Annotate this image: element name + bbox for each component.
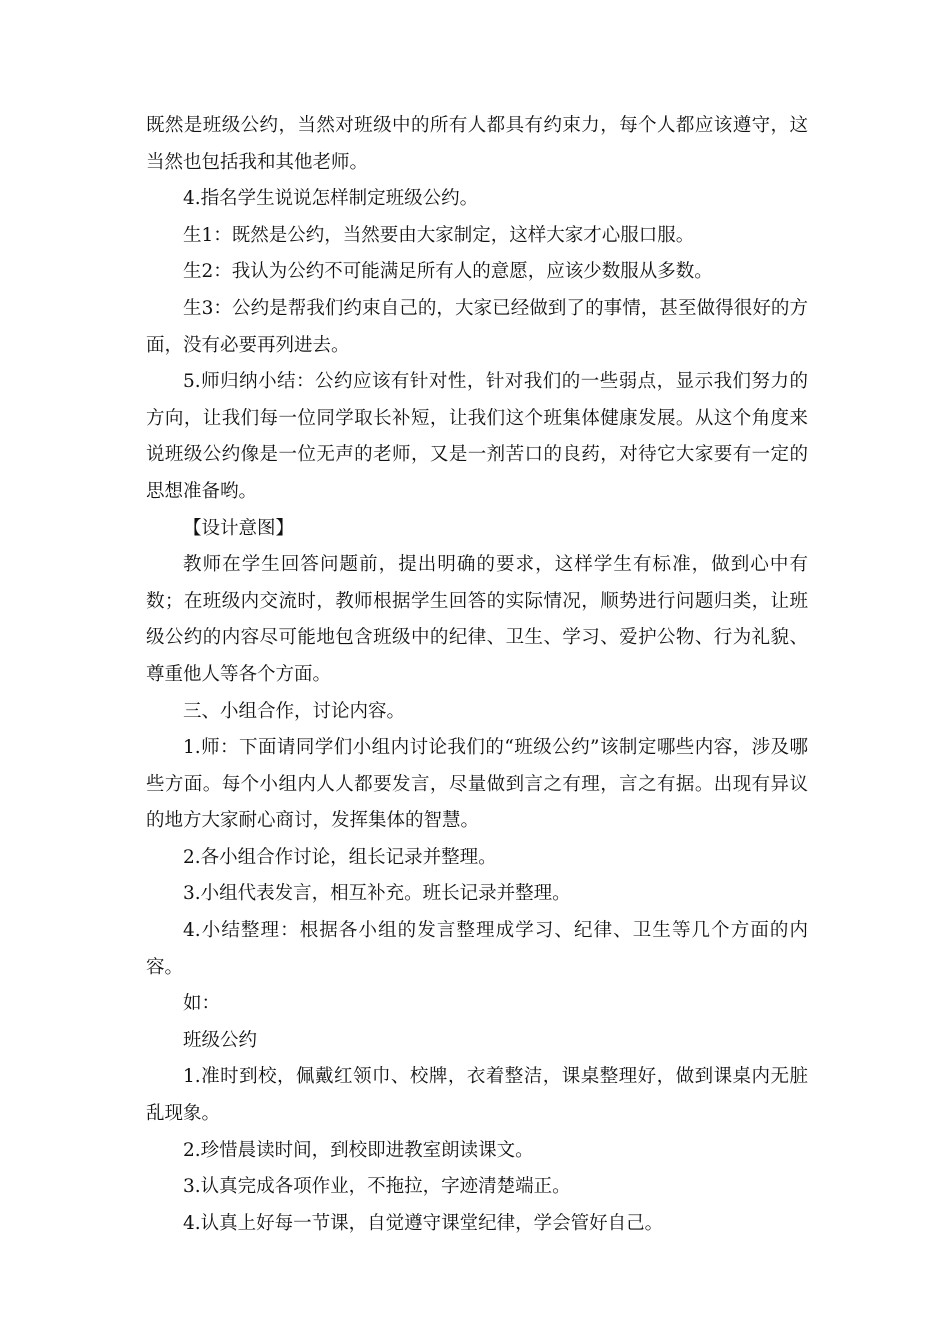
paragraph-group-step-1: 1.师：下面请同学们小组内讨论我们的“班级公约”该制定哪些内容，涉及哪些方面。每个小组内人人都要发言，尽量做到言之有理，言之有据。出现有异议的地方大家耐心商讨，发挥集体的智慧。 — [146, 737, 808, 832]
paragraph-student-1: 生1：既然是公约，当然要由大家制定，这样大家才心服口服。 — [183, 224, 695, 246]
paragraph-group-step-3: 3.小组代表发言，相互补充。班长记录并整理。 — [183, 883, 571, 905]
paragraph-group-step-2: 2.各小组合作讨论，组长记录并整理。 — [183, 846, 497, 868]
convention-title: 班级公约 — [183, 1029, 258, 1051]
section-heading-group-cooperation: 三、小组合作，讨论内容。 — [183, 700, 406, 722]
paragraph-step-4: 4.指名学生说说怎样制定班级公约。 — [183, 188, 479, 210]
section-heading-design-intent: 【设计意图】 — [183, 517, 295, 539]
convention-item-3: 3.认真完成各项作业，不拖拉，字迹清楚端正。 — [183, 1176, 571, 1198]
document-body — [146, 108, 808, 1242]
paragraph-step-5-summary: 5.师归纳小结：公约应该有针对性，针对我们的一些弱点，显示我们努力的方向，让我们每一位同学取长补短，让我们这个班集体健康发展。从这个角度来说班级公约像是一位无声的老师，又是一剂苦口的良药，对待它大家要有一定的思想准备哟。 — [146, 371, 808, 502]
convention-item-2: 2.珍惜晨读时间，到校即进教室朗读课文。 — [183, 1139, 534, 1161]
paragraph-design-intent: 教师在学生回答问题前，提出明确的要求，这样学生有标准，做到心中有数；在班级内交流时，教师根据学生回答的实际情况，顺势进行问题归类，让班级公约的内容尽可能地包含班级中的纪律、卫生、学习、爱护公物、行为礼貌、尊重他人等各个方面。 — [146, 554, 808, 685]
paragraph-student-3: 生3：公约是帮我们约束自己的，大家已经做到了的事情，甚至做得很好的方面，没有必要再列进去。 — [146, 297, 808, 356]
convention-item-1: 1.准时到校，佩戴红领巾、校牌，衣着整洁，课桌整理好，做到课桌内无脏乱现象。 — [146, 1066, 808, 1125]
paragraph-example-intro: 如： — [183, 993, 221, 1015]
paragraph-group-step-4: 4.小结整理：根据各小组的发言整理成学习、纪律、卫生等几个方面的内容。 — [146, 920, 808, 978]
paragraph-continuation: 既然是班级公约，当然对班级中的所有人都具有约束力，每个人都应该遵守，这当然也包括我和其他老师。 — [146, 115, 808, 173]
convention-item-4: 4.认真上好每一节课，自觉遵守课堂纪律，学会管好自己。 — [183, 1212, 664, 1234]
paragraph-student-2: 生2：我认为公约不可能满足所有人的意愿，应该少数服从多数。 — [183, 261, 713, 283]
